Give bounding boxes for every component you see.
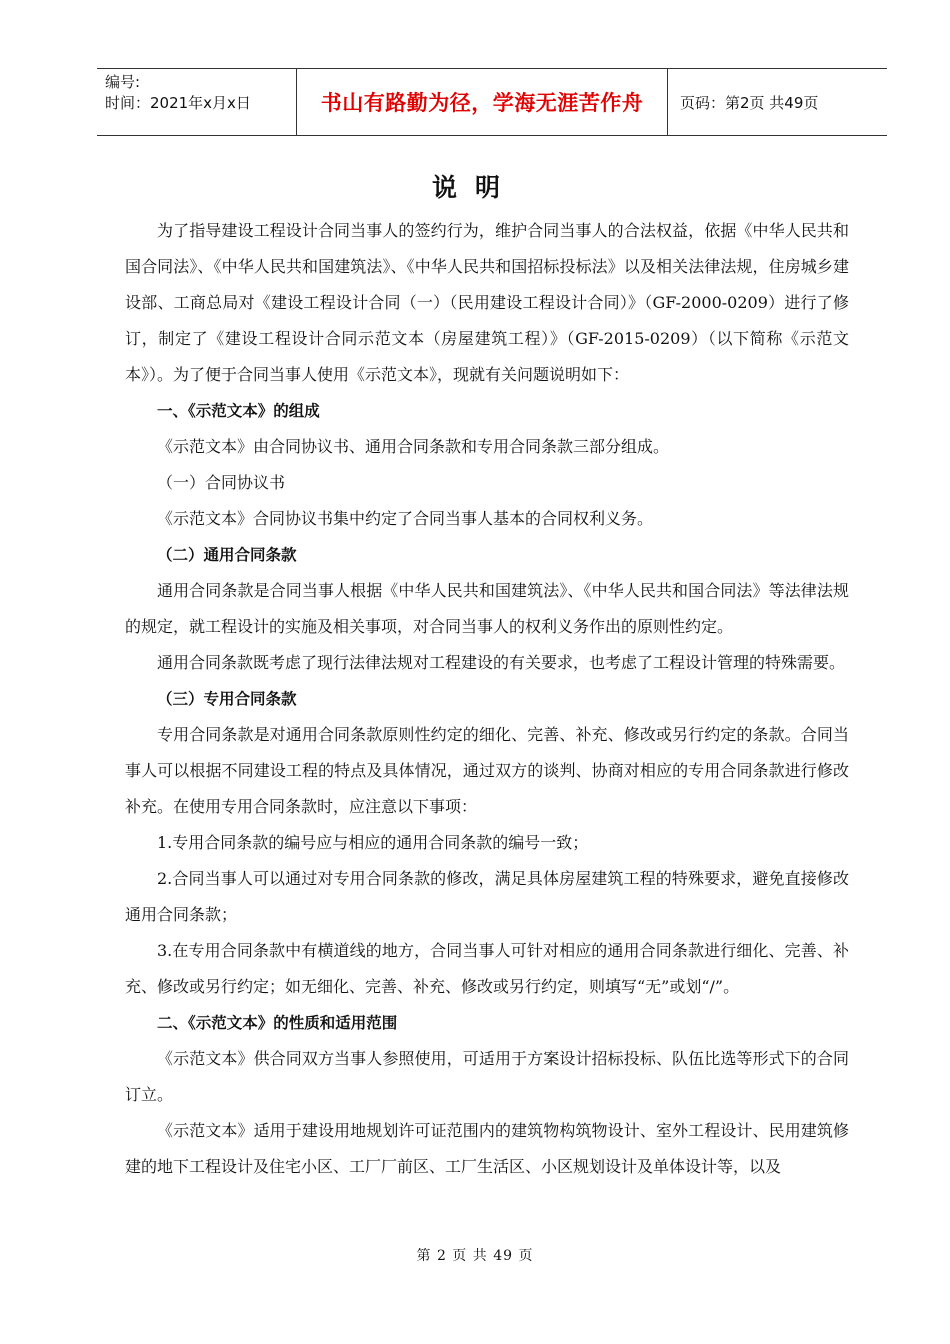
body-paragraph: 《示范文本》供合同双方当事人参照使用，可适用于方案设计招标投标、队伍比选等形式下的合同订立。 (125, 1049, 849, 1104)
body-paragraph: 2.合同当事人可以通过对专用合同条款的修改，满足具体房屋建筑工程的特殊要求，避免直接修改通用合同条款； (125, 869, 849, 924)
body-paragraph: 专用合同条款是对通用合同条款原则性约定的细化、完善、补充、修改或另行约定的条款。合同当事人可以根据不同建设工程的特点及具体情况，通过双方的谈判、协商对相应的专用合同条款进行修改补充。在使用专用合同条款时，应注意以下事项： (125, 725, 849, 816)
section-heading: （二）通用合同条款 (157, 546, 297, 564)
section-heading: 二、《示范文本》的性质和适用范围 (157, 1014, 398, 1032)
document-body (125, 213, 849, 1185)
document-time: 时间：2021年x月x日 (105, 94, 251, 112)
body-paragraph: 通用合同条款既考虑了现行法律法规对工程建设的有关要求，也考虑了工程设计管理的特殊需要。 (157, 653, 846, 672)
header-motto: 书山有路勤为径，学海无涯苦作舟 (297, 69, 668, 135)
page-footer: 第 2 页 共 49 页 (416, 1248, 534, 1264)
body-paragraph: （一）合同协议书 (157, 473, 286, 492)
section-heading: 一、《示范文本》的组成 (157, 402, 320, 420)
body-paragraph: 3.在专用合同条款中有横道线的地方，合同当事人可针对相应的通用合同条款进行细化、完善、补充、修改或另行约定；如无细化、完善、补充、修改或另行约定，则填写“无”或划“/”。 (125, 941, 849, 996)
page-title: 说明 (431, 173, 518, 202)
header-meta (97, 69, 297, 135)
body-paragraph: 《示范文本》由合同协议书、通用合同条款和专用合同条款三部分组成。 (157, 437, 670, 456)
page-header (97, 68, 887, 136)
body-paragraph: 《示范文本》合同协议书集中约定了合同当事人基本的合同权利义务。 (157, 509, 654, 528)
header-page-info: 页码：第2页 共49页 (680, 93, 819, 112)
section-heading: （三）专用合同条款 (157, 690, 297, 708)
body-paragraph: 1.专用合同条款的编号应与相应的通用合同条款的编号一致； (157, 833, 589, 852)
body-paragraph: 通用合同条款是合同当事人根据《中华人民共和国建筑法》、《中华人民共和国合同法》等法律法规的规定，就工程设计的实施及相关事项，对合同当事人的权利义务作出的原则性约定。 (125, 581, 849, 636)
body-paragraph: 《示范文本》适用于建设用地规划许可证范围内的建筑物构筑物设计、室外工程设计、民用建筑修建的地下工程设计及住宅小区、工厂厂前区、工厂生活区、小区规划设计及单体设计等，以及 (125, 1121, 849, 1176)
document-code: 编号: (105, 73, 141, 91)
body-paragraph: 为了指导建设工程设计合同当事人的签约行为，维护合同当事人的合法权益，依据《中华人民共和国合同法》、《中华人民共和国建筑法》、《中华人民共和国招标投标法》以及相关法律法规，住房城乡建设部、工商总局对《建设工程设计合同（一）（民用建设工程设计合同）》（GF-2000-0209）进行了修订，制定了《建设工程设计合同示范文本（房屋建筑工程）》（GF-2015-0209）（以下简称《示范文本》）。为了便于合同当事人使用《示范文本》，现就有关问题说明如下： (125, 221, 849, 384)
